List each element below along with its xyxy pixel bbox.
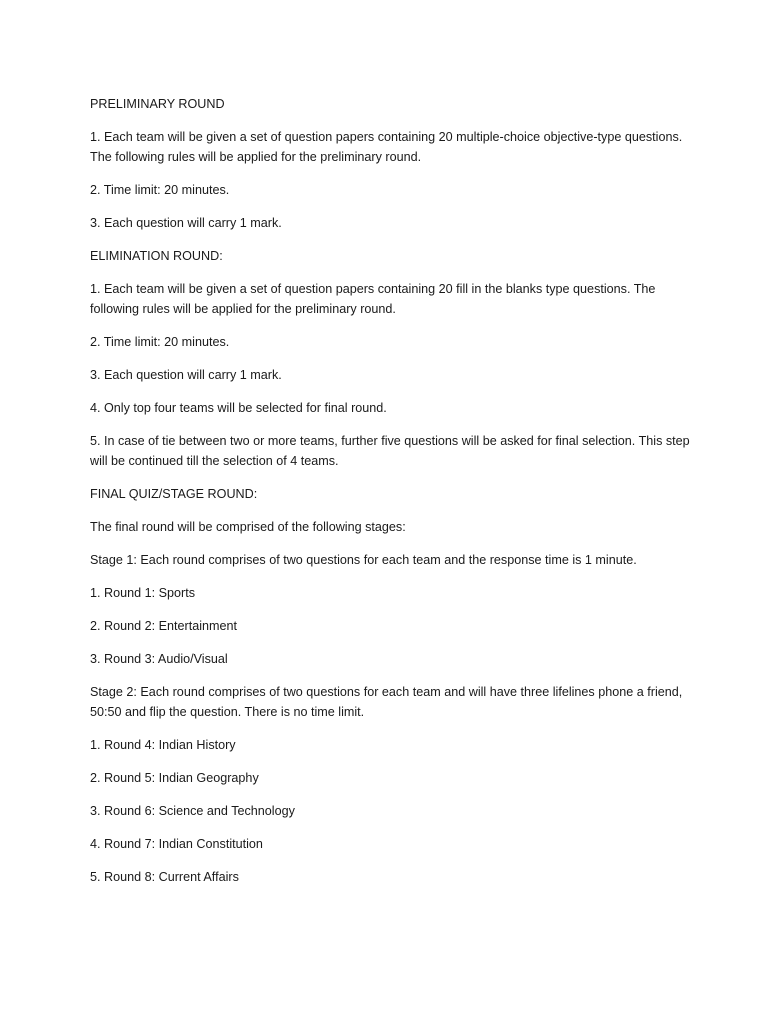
stage-1-round-1: 1. Round 1: Sports	[90, 586, 196, 600]
section-heading-final: FINAL QUIZ/STAGE ROUND:	[90, 487, 258, 501]
elimination-rule-4: 4. Only top four teams will be selected for final round.	[90, 401, 387, 415]
stage-2-round-8: 5. Round 8: Current Affairs	[90, 870, 239, 884]
preliminary-rule-1: 1. Each team will be given a set of question papers containing 20 multiple-choice objective-type questions. The following rules will be applied for the preliminary round.	[90, 130, 683, 164]
elimination-rule-2: 2. Time limit: 20 minutes.	[90, 335, 230, 349]
stage-2-round-4: 1. Round 4: Indian History	[90, 738, 236, 752]
elimination-rule-5: 5. In case of tie between two or more teams, further five questions will be asked for final selection. This step will be continued till the selection of 4 teams.	[90, 434, 690, 468]
stage-2-round-7: 4. Round 7: Indian Constitution	[90, 837, 263, 851]
section-heading-preliminary: PRELIMINARY ROUND	[90, 97, 225, 111]
stage-2-description: Stage 2: Each round comprises of two questions for each team and will have three lifelines phone a friend, 50:50 and flip the question. There is no time limit.	[90, 685, 683, 719]
elimination-rule-3: 3. Each question will carry 1 mark.	[90, 368, 282, 382]
final-round-intro: The final round will be comprised of the following stages:	[90, 520, 406, 534]
stage-2-round-5: 2. Round 5: Indian Geography	[90, 771, 259, 785]
preliminary-rule-2: 2. Time limit: 20 minutes.	[90, 183, 230, 197]
preliminary-rule-3: 3. Each question will carry 1 mark.	[90, 216, 282, 230]
document-page	[90, 94, 690, 900]
stage-2-round-6: 3. Round 6: Science and Technology	[90, 804, 295, 818]
stage-1-round-3: 3. Round 3: Audio/Visual	[90, 652, 228, 666]
section-heading-elimination: ELIMINATION ROUND:	[90, 249, 223, 263]
stage-1-round-2: 2. Round 2: Entertainment	[90, 619, 238, 633]
stage-1-description: Stage 1: Each round comprises of two questions for each team and the response time is 1 minute.	[90, 553, 637, 567]
elimination-rule-1: 1. Each team will be given a set of question papers containing 20 fill in the blanks type questions. The following rules will be applied for the preliminary round.	[90, 282, 656, 316]
